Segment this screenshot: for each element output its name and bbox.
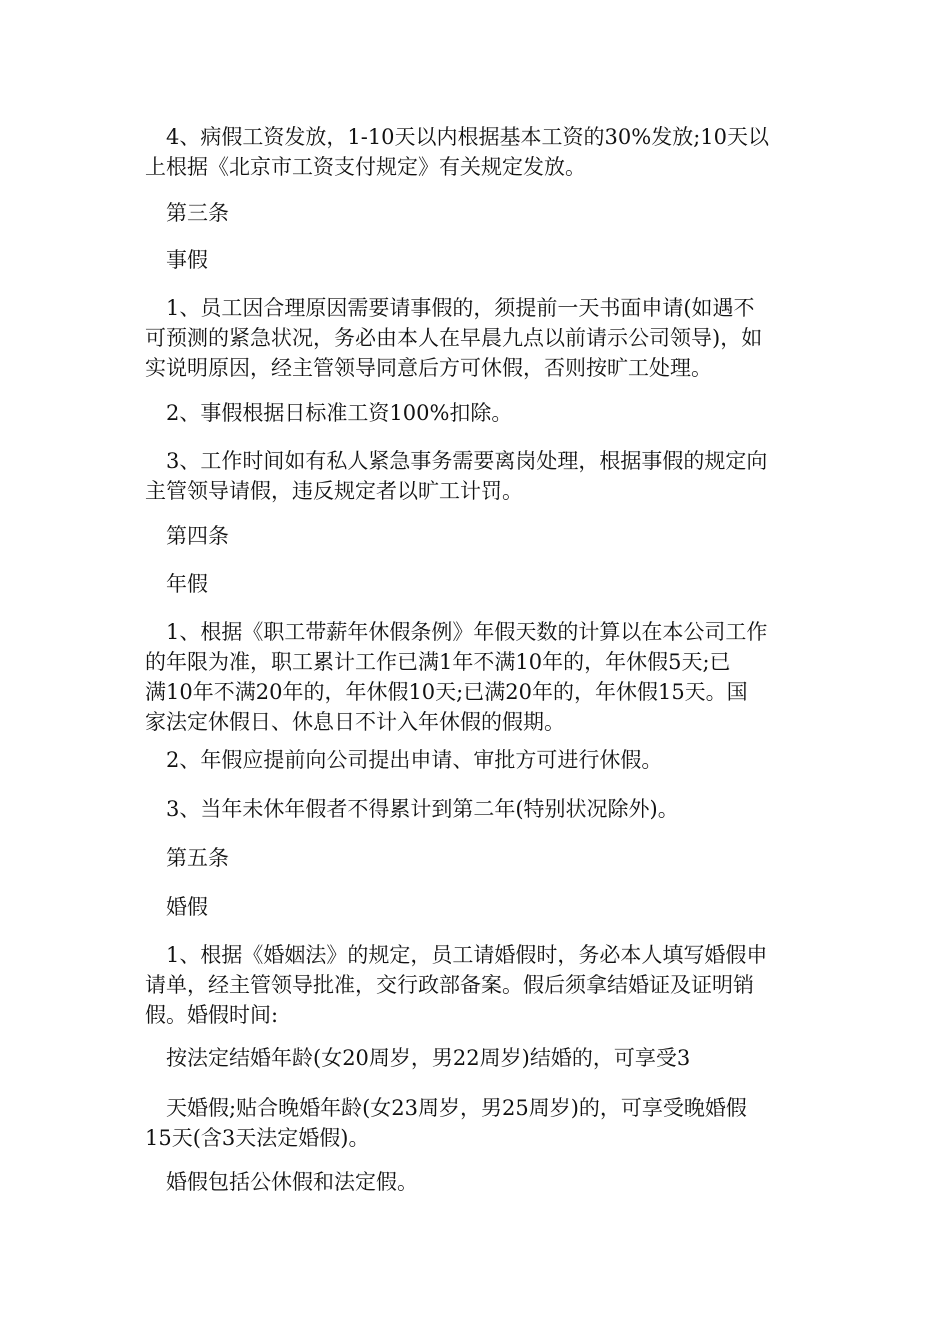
text-line: 天婚假;贴合晚婚年龄(女23周岁，男25周岁)的，可享受晚婚假 (145, 1096, 747, 1120)
text-line: 3、当年未休年假者不得累计到第二年(特别状况除外)。 (145, 797, 679, 821)
text-line: 请单，经主管领导批准，交行政部备案。假后须拿结婚证及证明销 (145, 973, 754, 997)
text-line: 第三条 (145, 201, 229, 225)
text-line: 2、年假应提前向公司提出申请、审批方可进行休假。 (145, 748, 663, 772)
paragraph-marriage-leave-includes (145, 1167, 815, 1197)
section-heading-marriage-leave (145, 892, 815, 922)
text-line: 事假 (145, 248, 208, 272)
text-line: 第五条 (145, 846, 229, 870)
text-line: 假。婚假时间: (145, 1003, 279, 1027)
text-line: 1、根据《职工带薪年休假条例》年假天数的计算以在本公司工作 (145, 620, 768, 644)
paragraph-personal-leave-1 (145, 293, 815, 383)
paragraph-personal-leave-2 (145, 398, 815, 428)
paragraph-annual-leave-3 (145, 794, 815, 824)
text-line: 3、工作时间如有私人紧急事务需要离岗处理，根据事假的规定向 (145, 449, 768, 473)
text-line: 年假 (145, 572, 208, 596)
text-line: 15天(含3天法定婚假)。 (145, 1126, 370, 1150)
text-line: 婚假 (145, 895, 208, 919)
article-heading-4 (145, 521, 815, 551)
text-line: 1、根据《婚姻法》的规定，员工请婚假时，务必本人填写婚假申 (145, 943, 768, 967)
article-heading-5 (145, 843, 815, 873)
paragraph-personal-leave-3 (145, 446, 815, 506)
text-line: 可预测的紧急状况，务必由本人在早晨九点以前请示公司领导)，如 (145, 326, 763, 350)
text-line: 上根据《北京市工资支付规定》有关规定发放。 (145, 155, 586, 179)
paragraph-marriage-leave-1 (145, 940, 815, 1030)
text-line: 主管领导请假，违反规定者以旷工计罚。 (145, 479, 523, 503)
paragraph-annual-leave-2 (145, 745, 815, 775)
article-heading-3 (145, 198, 815, 228)
paragraph-marriage-age (145, 1043, 815, 1073)
section-heading-annual-leave (145, 569, 815, 599)
text-line: 按法定结婚年龄(女20周岁，男22周岁)结婚的，可享受3 (145, 1046, 691, 1070)
text-line: 满10年不满20年的，年休假10天;已满20年的，年休假15天。国 (145, 680, 748, 704)
text-line: 婚假包括公休假和法定假。 (145, 1170, 418, 1194)
paragraph-late-marriage (145, 1093, 815, 1153)
paragraph-sick-pay (145, 122, 815, 182)
text-line: 2、事假根据日标准工资100%扣除。 (145, 401, 513, 425)
text-line: 第四条 (145, 524, 229, 548)
text-line: 家法定休假日、休息日不计入年休假的假期。 (145, 710, 565, 734)
paragraph-annual-leave-1 (145, 617, 815, 737)
text-line: 的年限为准，职工累计工作已满1年不满10年的，年休假5天;已 (145, 650, 731, 674)
text-line: 1、员工因合理原因需要请事假的，须提前一天书面申请(如遇不 (145, 296, 755, 320)
text-line: 4、病假工资发放，1-10天以内根据基本工资的30%发放;10天以 (145, 125, 770, 149)
text-line: 实说明原因，经主管领导同意后方可休假，否则按旷工处理。 (145, 356, 712, 380)
section-heading-personal-leave (145, 245, 815, 275)
